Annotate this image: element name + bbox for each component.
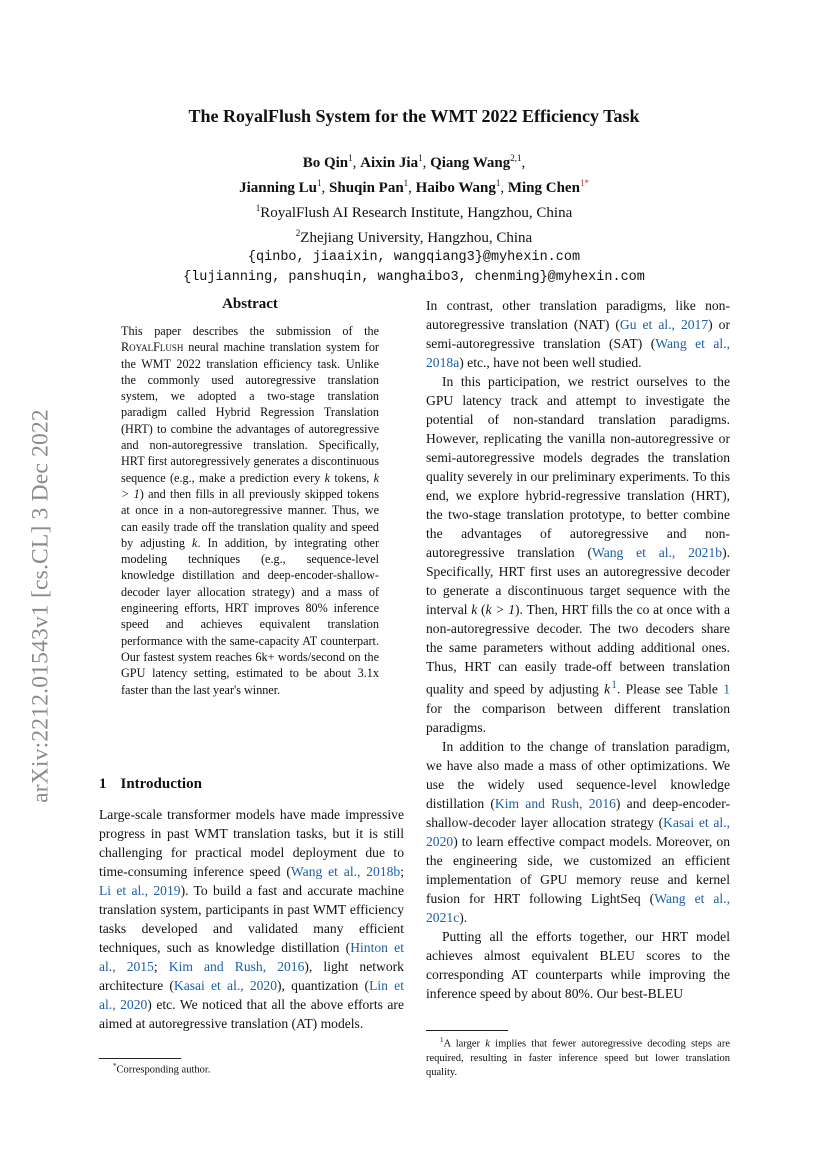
footnote-ref-link[interactable]: 1 xyxy=(611,679,617,691)
arxiv-id: arXiv:2212.01543v1 [cs.CL] 3 Dec 2022 xyxy=(27,409,54,803)
footnote-text: implies that fewer autoregressive decoding steps are required, resulting in faster inference speed but lower translation quality. xyxy=(426,1038,730,1078)
math-k: k xyxy=(324,470,331,485)
author-name: Aixin Jia xyxy=(360,155,419,171)
abstract-body xyxy=(121,323,379,698)
table-ref-link[interactable]: 1 xyxy=(723,681,731,697)
body-text: ). xyxy=(459,909,468,925)
abstract-text: tokens, xyxy=(330,470,374,485)
footnote-corresponding xyxy=(113,1062,210,1076)
body-text: ; xyxy=(153,959,169,974)
affiliation-text: Zhejiang University, Hangzhou, China xyxy=(300,230,533,246)
introduction-section xyxy=(99,776,404,1033)
body-text: ) etc., have not been well studied. xyxy=(459,355,642,370)
citation-link[interactable]: Lin et al., 2020 xyxy=(99,978,404,1012)
citation-link[interactable]: Wang et al., 2021c xyxy=(426,890,730,925)
body-text: . Please see Table xyxy=(616,681,724,697)
body-text: ), light network architecture ( xyxy=(99,959,404,993)
citation-link[interactable]: Kasai et al., 2020 xyxy=(173,978,278,993)
citation-link[interactable]: Hinton et al., 2015 xyxy=(99,940,404,974)
citation-link[interactable]: Wang et al., 2021b xyxy=(591,545,723,560)
footnote-1 xyxy=(426,1033,730,1080)
author-line-1 xyxy=(0,148,828,173)
abstract-text: neural machine translation system for the WMT 2022 translation efficiency task. Unlike the commonly used autoregressive translation system, we adopted a two-stage translation paradigm called Hybrid Regression Translation (HRT) to combine the advantages of autoregressive and non-autoregressive translation. Specifically, HRT first autoregressively generates a discontinuous sequence (e.g., make a prediction every xyxy=(121,340,379,485)
intro-paragraph xyxy=(99,805,404,1033)
arxiv-identifier-stamp xyxy=(16,370,66,842)
body-text: ( xyxy=(477,602,486,617)
right-paragraph-2 xyxy=(426,372,730,737)
body-text: Large-scale transformer models have made impressive progress in past WMT translation tasks, but it is still challenging for practical model deployment due to time-consuming inference speed ( xyxy=(99,807,404,879)
corresponding-author-mark[interactable]: 1* xyxy=(579,178,589,188)
math-k: k xyxy=(604,681,611,697)
author-affil-sup: 1 xyxy=(403,178,409,188)
footnote-mark: 1 xyxy=(440,1036,444,1044)
body-text: In this participation, we restrict ourselves to the GPU latency track and attempt to investigate the potential of non-standard translation paradigms. However, replicating the vanilla non-autoregressive or semi-autoregressive models degrades the translation quality severely in our preliminary experiments. To this end, we explore hybrid-regressive translation (HRT), the two-stage translation prototype, to better combine the advantages of autoregressive and non-autoregressive translation ( xyxy=(426,374,730,560)
footnote-divider xyxy=(426,1030,508,1031)
body-text: for the comparison between different translation paradigms. xyxy=(426,700,730,735)
footnote-divider xyxy=(99,1058,181,1059)
body-text: ). Specifically, HRT first uses an autoregressive decoder to generate a discontinuous target sequence with the interval xyxy=(426,545,730,617)
author-sep: , xyxy=(521,155,526,171)
affiliation-sup: 2 xyxy=(295,228,301,238)
author-line-2 xyxy=(0,173,828,198)
section-title: Introduction xyxy=(120,776,202,792)
author-name: Haibo Wang xyxy=(415,180,496,196)
author-sep: , xyxy=(500,180,508,196)
citation-link[interactable]: Wang et al., 2018b xyxy=(290,864,401,879)
author-affil-sup: 1 xyxy=(495,178,501,188)
abstract-text: ) and then fills in all previously skipped tokens at once in a non-autoregressive manner. Thus, we can easily trade off the translation quality and speed by adjusting xyxy=(121,486,379,550)
right-paragraph-3 xyxy=(426,737,730,927)
affiliation-sup: 1 xyxy=(255,203,261,213)
section-heading xyxy=(99,776,404,793)
abstract-text: . In addition, by integrating other modeling techniques (e.g., sequence-level knowledge distillation and deep-encoder-shallow-decoder layer allocation strategy) and a mass of engineering efforts, HRT improves 80% inference speed and achieves equivalent translation performance with the same-capacity AT counterpart. Our fastest system reaches 6k+ words/second on the GPU latency setting, estimated to be about 3.1x faster than the last year's winner. xyxy=(121,535,379,697)
citation-link[interactable]: Kim and Rush, 2016 xyxy=(168,959,305,974)
author-name: Qiang Wang xyxy=(430,155,511,171)
math-k: k xyxy=(471,602,478,617)
body-text: ) or semi-autoregressive translation (SAT) ( xyxy=(426,317,730,351)
citation-link[interactable]: Gu et al., 2017 xyxy=(619,317,709,332)
author-sep: , xyxy=(321,180,330,196)
section-number: 1 xyxy=(99,776,107,792)
author-name: Shuqin Pan xyxy=(329,180,404,196)
system-name: RoyalFlush xyxy=(121,340,184,355)
affiliation-text: RoyalFlush AI Research Institute, Hangzhou, China xyxy=(260,205,573,221)
citation-link[interactable]: Wang et al., 2018a xyxy=(426,336,730,370)
citation-link[interactable]: Li et al., 2019 xyxy=(99,883,181,898)
right-paragraph-4 xyxy=(426,927,730,1003)
body-text: ) and deep-encoder-shallow-decoder layer allocation strategy ( xyxy=(426,795,730,830)
author-affil-sup: 1 xyxy=(317,178,322,188)
citation-link[interactable]: Kasai et al., 2020 xyxy=(426,814,730,849)
math-k-gt-1: k > 1 xyxy=(121,470,379,501)
author-name: Ming Chen xyxy=(507,180,580,196)
email-line-1: {qinbo, jiaaixin, wangqiang3}@myhexin.com xyxy=(247,250,581,265)
abstract-text: This paper describes the submission of the xyxy=(121,324,379,338)
author-affil-sup: 1 xyxy=(348,153,353,163)
author-name: Jianning Lu xyxy=(239,180,318,196)
footnote-text: Corresponding author. xyxy=(116,1064,211,1076)
math-k: k xyxy=(192,535,198,550)
math-k-gt-1: k > 1 xyxy=(485,602,516,617)
footnote-mark: * xyxy=(113,1062,117,1070)
author-name: Bo Qin xyxy=(302,155,349,171)
right-column xyxy=(426,296,730,1003)
body-text: ) to learn effective compact models. Moreover, on the engineering side, we customized an efficient implementation of GPU memory reuse and kernel fusion for HRT following LightSeq ( xyxy=(426,833,730,906)
author-sep: , xyxy=(408,180,416,196)
affiliation-1 xyxy=(0,198,828,223)
body-text: Putting all the efforts together, our HRT model achieves almost equivalent BLEU scores to the corresponding AT counterparts while improving the inference speed by about 80%. Our best-BLEU xyxy=(426,928,730,1001)
footnote-text: A larger xyxy=(443,1038,486,1050)
author-block xyxy=(0,148,828,288)
body-text: ). Then, HRT fills the co at once with a non-autoregressive decoder. The two decoders share the same parameters without adding additional ones. Thus, HRT can easily trade-off between translation quality and speed by adjusting xyxy=(426,602,730,697)
math-k: k xyxy=(485,1038,490,1050)
abstract-heading: Abstract xyxy=(222,296,278,312)
author-sep: , xyxy=(352,155,361,171)
body-text: ; xyxy=(400,864,405,879)
paper-title: The RoyalFlush System for the WMT 2022 Efficiency Task xyxy=(188,106,640,126)
body-text: ), quantization ( xyxy=(277,978,370,993)
body-text: In addition to the change of translation paradigm, we have also made a mass of other optimizations. We use the widely used sequence-level knowledge distillation ( xyxy=(426,738,730,811)
citation-link[interactable]: Kim and Rush, 2016 xyxy=(494,795,616,811)
author-affil-sup: 1 xyxy=(418,153,423,163)
affiliation-2 xyxy=(0,223,828,248)
author-sep: , xyxy=(422,155,431,171)
abstract-section xyxy=(121,296,379,698)
right-paragraph-1 xyxy=(426,296,730,372)
body-text: In contrast, other translation paradigms, like non-autoregressive translation (NAT) ( xyxy=(426,298,730,332)
email-line-2: {lujianning, panshuqin, wanghaibo3, chenming}@myhexin.com xyxy=(183,270,645,285)
body-text: ) etc. We noticed that all the above efforts are aimed at autoregressive translation (AT) models. xyxy=(99,997,404,1031)
body-text: ). To build a fast and accurate machine translation system, participants in past WMT efficiency tasks developed and validated many efficient techniques, such as knowledge distillation ( xyxy=(99,883,404,955)
author-affil-sup: 2,1 xyxy=(510,153,522,163)
